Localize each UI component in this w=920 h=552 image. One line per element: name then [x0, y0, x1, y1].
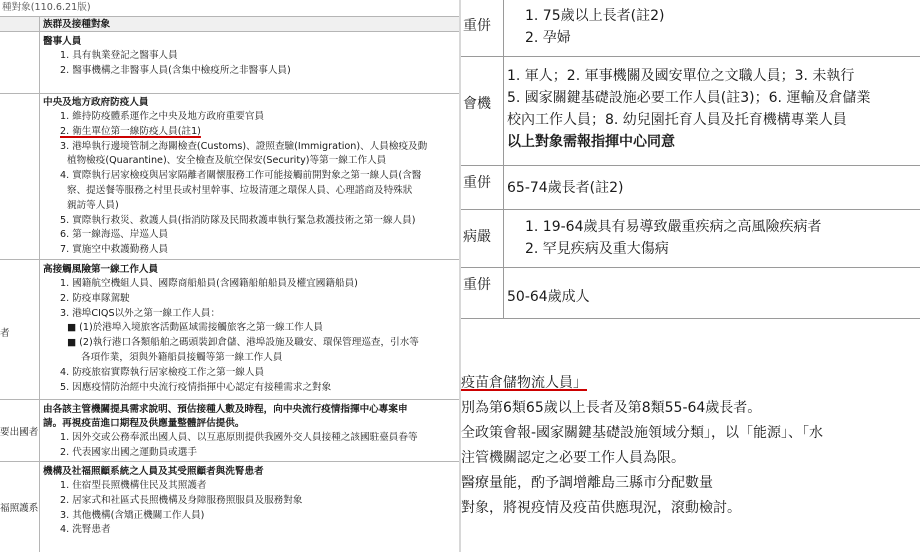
footnote-line: 注管機關認定之必要工作人員為限。 [461, 450, 685, 466]
section-heading: 機構及社福照顧系統之人員及其受照顧者與洗腎患者 [43, 466, 264, 477]
list-item: 4. 防疫旅宿實際執行居家檢疫工作之第一線人員 [60, 366, 265, 378]
bullet-item: ■ (2)執行港口各類船舶之碼頭裝卸倉儲、港埠設施及職安、環保管理巡查，引水等 [67, 337, 419, 349]
section-heading: 由各該主管機關提具需求說明、預估接種人數及時程，向中央流行疫情指揮中心專案申 [43, 404, 408, 415]
list-item: 6. 第一線海巡、岸巡人員 [60, 229, 169, 241]
category-label: 要出國者 [0, 427, 39, 438]
table-row [461, 0, 920, 56]
table-row [461, 267, 920, 319]
row-line: 1. 19-64歲具有易導致嚴重疾病之高風險疾病者 [525, 219, 822, 235]
section-heading: 醫事人員 [43, 36, 82, 47]
list-item-cont: 植物檢疫(Quarantine)、安全檢查及航空保安(Security)等第一線工作人員 [67, 155, 387, 167]
highlighted-item: 2. 衛生單位第一線防疫人員(註1) [60, 125, 201, 137]
row-line: 校內工作人員；8. 幼兒園托育人員及托育機構專業人員 [507, 112, 847, 128]
section-care-facilities [0, 461, 459, 552]
row-line: 65-74歲長者(註2) [507, 180, 624, 196]
list-item: 3. 其他機構(含矯正機關工作人員) [60, 509, 205, 521]
section-overseas [0, 399, 459, 462]
footnote-line: 別為第6類65歲以上長者及第8類55-64歲長者。 [461, 400, 762, 416]
row-label: 重併 [463, 175, 491, 191]
table-header-row [0, 16, 459, 32]
list-item: 5. 實際執行救災、救護人員(指消防隊及民間救護車執行緊急救護技術之第一線人員) [60, 214, 416, 226]
row-bold-note: 以上對象需報指揮中心同意 [507, 134, 675, 150]
list-item: 1. 維持防疫體系運作之中央及地方政府重要官員 [60, 111, 265, 122]
left-document-table [0, 0, 459, 552]
row-line: 2. 孕婦 [525, 30, 571, 46]
row-line: 5. 國家關鍵基礎設施必要工作人員(註3)；6. 運輸及倉儲業 [507, 90, 871, 106]
list-item: 1. 具有執業登記之醫事人員 [60, 50, 178, 61]
list-item: 3. 港埠CIQS以外之第一線工作人員： [60, 307, 221, 319]
bullet-item-cont: 各項作業，須與外籍船員接觸等第一線工作人員 [81, 351, 283, 363]
row-label: 重併 [463, 18, 491, 34]
row-line: 50-64歲成人 [507, 289, 590, 305]
footnote-line: 醫療量能，酌予調增離島三縣市分配數量 [461, 475, 713, 491]
section-high-risk [0, 259, 459, 400]
footnote-line: 全政策會報-國家關鍵基礎設施領域分類」，以「能源」、「水 [461, 425, 824, 441]
list-item: 2. 醫事機構之非醫事人員(含集中檢疫所之非醫事人員) [60, 64, 291, 76]
highlighted-note: 疫苗倉儲物流人員」 [461, 375, 587, 391]
list-item: 1. 住宿型長照機構住民及其照護者 [60, 480, 207, 491]
section-heading: 中央及地方政府防疫人員 [43, 97, 149, 108]
list-item: 2. 居家式和社區式長照機構及身障服務照服員及服務對象 [60, 494, 303, 506]
table-row [461, 56, 920, 166]
list-item: 7. 實施空中救護勤務人員 [60, 244, 169, 256]
list-item: 4. 洗腎患者 [60, 524, 111, 536]
category-label: 福照護系 [0, 503, 39, 514]
row-label: 重併 [463, 277, 491, 293]
bullet-item: ■ (1)於港埠入境旅客活動區域需接觸旅客之第一線工作人員 [67, 322, 323, 334]
table-row [461, 165, 920, 210]
table-title: 種對象(110.6.21版) [2, 2, 91, 13]
list-item: 2. 防疫車隊駕駛 [60, 292, 130, 304]
row-line: 2. 罕見疾病及重大傷病 [525, 241, 669, 257]
list-item: 3. 港埠執行邊境管制之海關檢查(Customs)、證照查驗(Immigration)、人員檢疫及動 [60, 140, 428, 152]
row-line: 1. 軍人；2. 軍事機關及國安單位之文職人員；3. 未執行 [507, 68, 855, 84]
table-row [461, 209, 920, 268]
footnote-line: 對象，將視疫情及疫苗供應現況，滾動檢討。 [461, 500, 741, 516]
list-item-cont: 察、提送餐等服務之村里長或村里幹事、垃圾清運之環保人員、心理諮商及特殊狀 [67, 184, 413, 196]
list-item: 1. 國籍航空機組人員、國際商船船員(含國籍船舶船員及權宜國籍船員) [60, 278, 358, 289]
row-line: 1. 75歲以上長者(註2) [525, 8, 665, 24]
right-document-table [461, 0, 920, 552]
list-item: 4. 實際執行居家檢疫與居家隔離者關懷服務工作可能接觸前開對象之第一線人員(含醫 [60, 170, 422, 182]
section-medical [0, 31, 459, 94]
list-item: 2. 代表國家出國之運動員或選手 [60, 446, 197, 458]
row-label: 病嚴 [463, 229, 491, 245]
list-item-cont: 親訪等人員) [67, 199, 119, 211]
header-label: 族群及接種對象 [43, 19, 111, 30]
category-label: 者 [0, 328, 10, 339]
category-column-header [0, 17, 40, 32]
list-item: 5. 因應疫情防治經中央流行疫情指揮中心認定有接種需求之對象 [60, 381, 332, 393]
section-heading-cont: 請。再視疫苗進口期程及供應量整體評估提供。 [43, 418, 245, 429]
section-heading: 高接觸風險第一線工作人員 [43, 264, 159, 275]
section-government [0, 93, 459, 260]
list-item: 1. 因外交或公務奉派出國人員、以互惠原則提供我國外交人員接種之該國駐臺員眷等 [60, 432, 418, 443]
row-label: 會機 [463, 96, 491, 112]
